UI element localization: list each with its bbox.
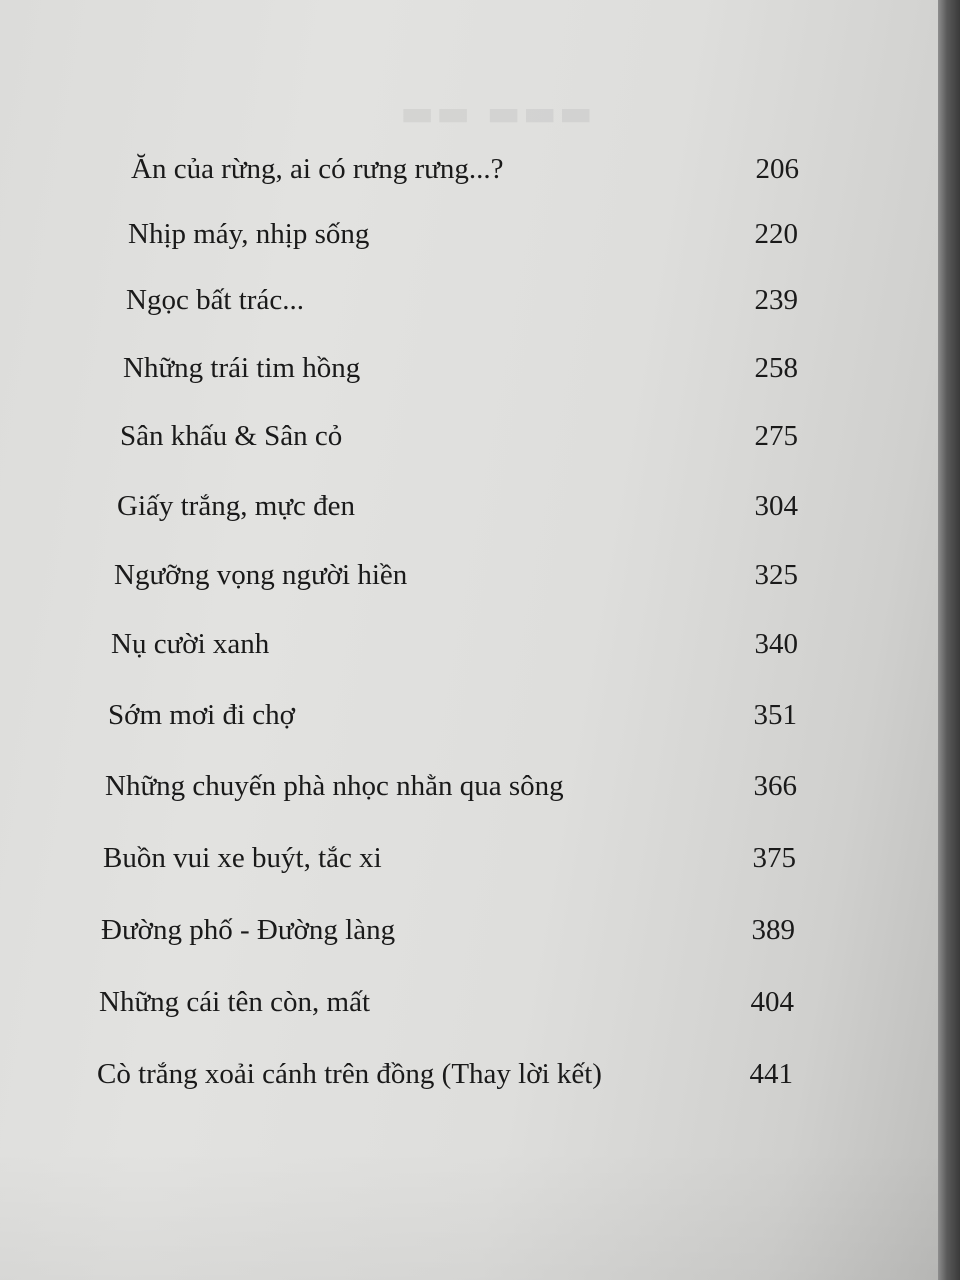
- toc-entry-page: 206: [755, 153, 799, 185]
- toc-entry-page: 375: [752, 842, 796, 874]
- toc-entry-title: Những chuyến phà nhọc nhằn qua sông: [105, 770, 564, 802]
- toc-entry-title: Nụ cười xanh: [111, 628, 270, 660]
- toc-entry-page: 258: [754, 352, 798, 384]
- toc-entry-title: Đường phố - Đường làng: [101, 914, 396, 946]
- bleed-through-heading: ▬▬ ▬▬▬: [400, 92, 595, 134]
- toc-entry-title: Giấy trắng, mực đen: [117, 490, 355, 522]
- toc-entry-title: Những trái tim hồng: [123, 352, 361, 384]
- toc-entry-title: Nhịp máy, nhịp sống: [128, 218, 370, 250]
- toc-entry-title: Sân khấu & Sân cỏ: [120, 420, 343, 452]
- toc-entry-page: 404: [750, 986, 794, 1018]
- toc-entry-page: 389: [751, 914, 795, 946]
- toc-entry-page: 340: [754, 628, 798, 660]
- toc-entry-title: Ăn của rừng, ai có rưng rưng...?: [131, 153, 504, 185]
- toc-entry-title: Buồn vui xe buýt, tắc xi: [103, 842, 382, 874]
- toc-entry-page: 366: [753, 770, 797, 802]
- toc-entry-title: Sớm mơi đi chợ: [108, 699, 295, 731]
- toc-entry-title: Ngưỡng vọng người hiền: [114, 559, 408, 591]
- toc-entry-title: Cò trắng xoải cánh trên đồng (Thay lời kết): [97, 1058, 602, 1090]
- page-edge-shadow: [938, 0, 960, 1280]
- toc-entry-page: 275: [754, 420, 798, 452]
- toc-entry-page: 325: [754, 559, 798, 591]
- toc-entry-page: 304: [754, 490, 798, 522]
- toc-entry-title: Ngọc bất trác...: [126, 284, 304, 316]
- toc-entry-page: 351: [753, 699, 797, 731]
- toc-entry-page: 220: [754, 218, 798, 250]
- toc-entry-page: 441: [749, 1058, 793, 1090]
- toc-entry-title: Những cái tên còn, mất: [99, 986, 370, 1018]
- toc-entry-page: 239: [754, 284, 798, 316]
- page-shadow: [0, 1150, 938, 1280]
